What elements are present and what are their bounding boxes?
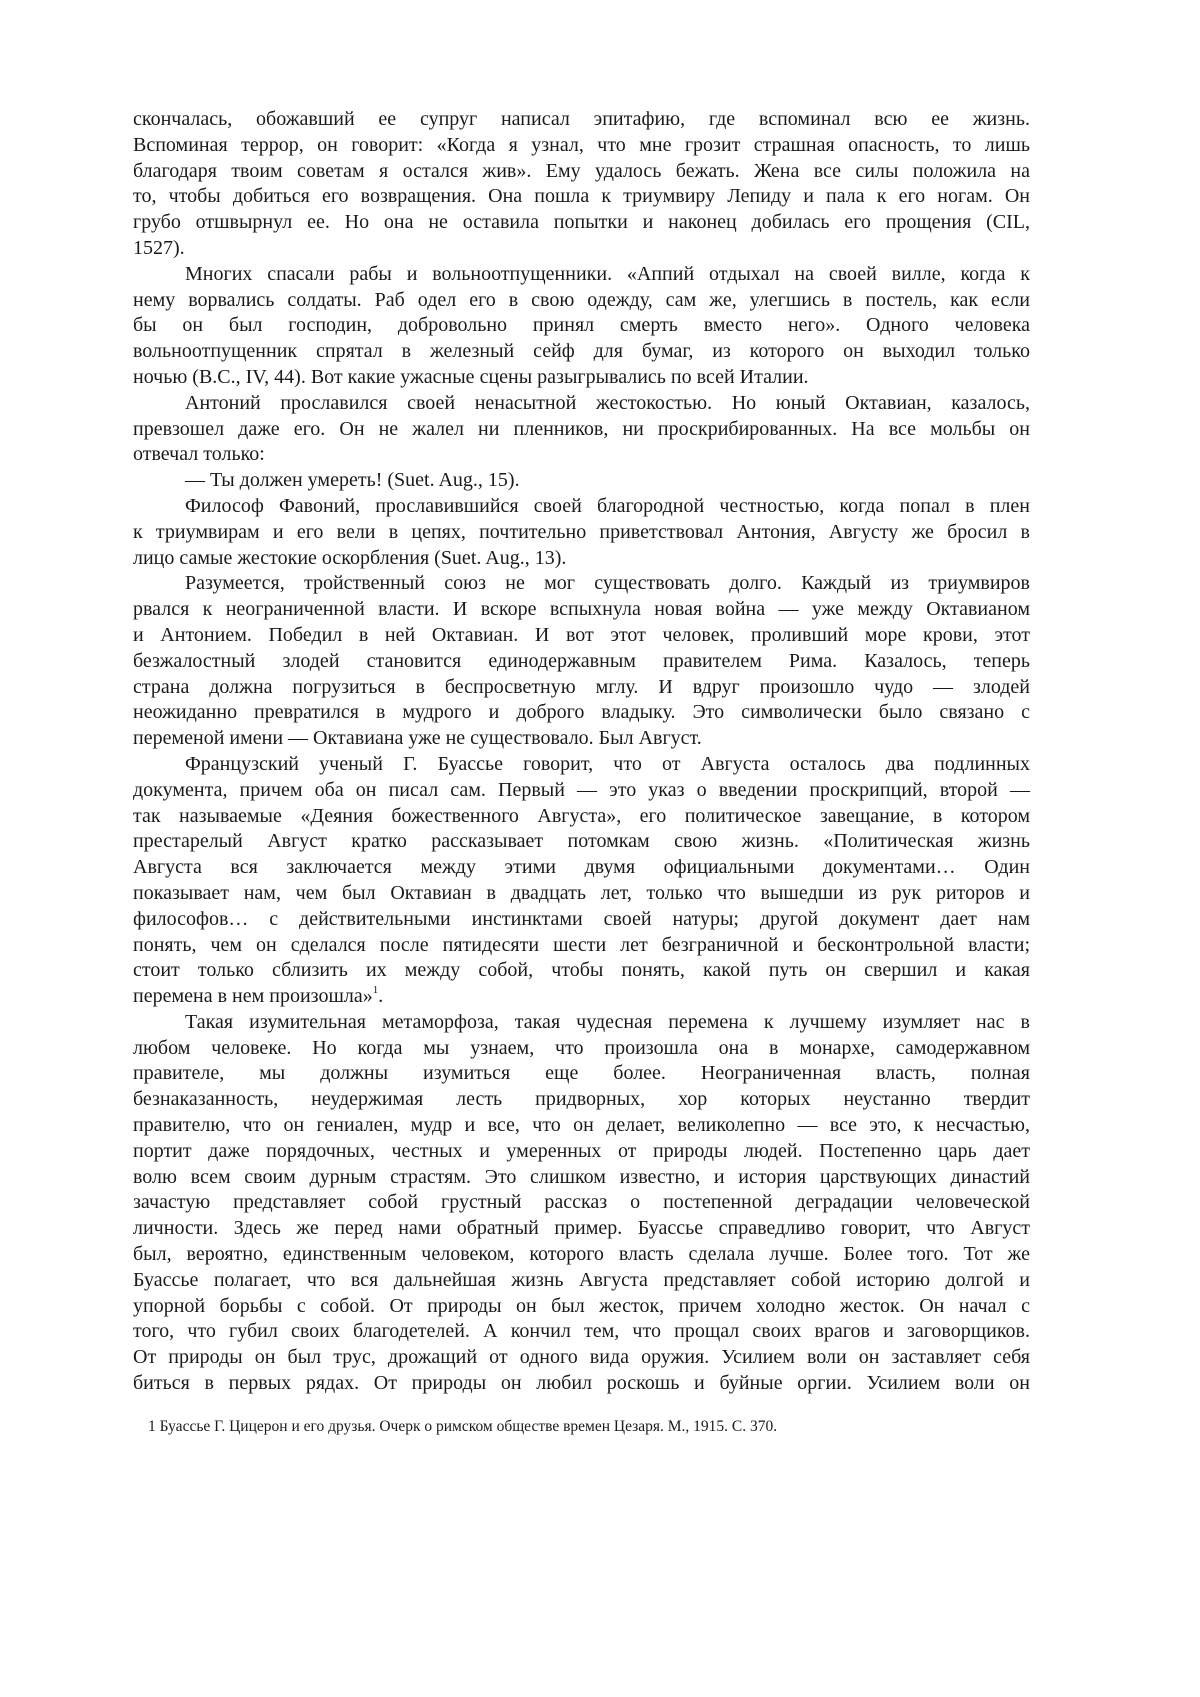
text-line bbox=[133, 1345, 1030, 1371]
footnote: 1 Буассье Г. Цицерон и его друзья. Очерк о римском обществе времен Цезаря. М., 1915. С. 370. bbox=[148, 1418, 777, 1436]
line-text: Такая изумительная метаморфоза, такая чудесная перемена к лучшему изумляет нас в bbox=[185, 1011, 1030, 1033]
line-text: Многих спасали рабы и вольноотпущенники. «Аппий отдыхал на своей вилле, когда к bbox=[185, 263, 1030, 285]
text-line bbox=[133, 984, 1030, 1010]
line-text: зачастую представляет собой грустный рассказ о постепенной деградации человеческой bbox=[133, 1191, 1030, 1213]
line-text: так называемые «Деяния божественного Августа», его политическое завещание, в котором bbox=[133, 805, 1030, 827]
line-text: вольноотпущенник спрятал в железный сейф для бумаг, из которого он выходил только bbox=[133, 340, 1030, 362]
paragraph bbox=[133, 391, 1030, 468]
line-text: грубо отшвырнул ее. Но она не оставила попытки и наконец добилась его прощения (CIL, bbox=[133, 211, 1030, 233]
line-text: ночью (B.C., IV, 44). Вот какие ужасные сцены разыгрывались по всей Италии. bbox=[133, 366, 809, 388]
text-line bbox=[133, 1190, 1030, 1216]
line-text: понять, чем он сделался после пятидесяти шести лет безграничной и бесконтрольной власти; bbox=[133, 934, 1030, 956]
text-line bbox=[133, 1165, 1030, 1191]
line-text: любом человеке. Но когда мы узнаем, что произошла она в монархе, самодержавном bbox=[133, 1037, 1030, 1059]
text-line bbox=[133, 1061, 1030, 1087]
text-line bbox=[133, 752, 1030, 778]
line-text: — Ты должен умереть! (Suet. Aug., 15). bbox=[185, 469, 520, 491]
paragraph bbox=[133, 262, 1030, 391]
line-text: к триумвирам и его вели в цепях, почтительно приветствовал Антония, Августу же бросил в bbox=[133, 521, 1030, 543]
text-line bbox=[133, 1139, 1030, 1165]
line-text: и Антонием. Победил в ней Октавиан. И вот этот человек, проливший море крови, этот bbox=[133, 624, 1030, 646]
line-text: правителе, мы должны изумиться еще более. Неограниченная власть, полная bbox=[133, 1062, 1030, 1084]
line-text: скончалась, обожавший ее супруг написал эпитафию, где вспоминал всю ее жизнь. bbox=[133, 108, 1030, 130]
line-text: переменой имени — Октавиана уже не существовало. Был Август. bbox=[133, 727, 702, 749]
line-text: нему ворвались солдаты. Раб одел его в свою одежду, сам же, улегшись в постель, как если bbox=[133, 289, 1030, 311]
line-text: неожиданно превратился в мудрого и доброго владыку. Это символически было связано с bbox=[133, 701, 1030, 723]
text-line bbox=[133, 1242, 1030, 1268]
document-body bbox=[133, 107, 1030, 1397]
text-line bbox=[133, 675, 1030, 701]
line-text: упорной борьбы с собой. От природы он был жесток, причем холодно жесток. Он начал с bbox=[133, 1295, 1030, 1317]
line-text: От природы он был трус, дрожащий от одного вида оружия. Усилием воли он заставляет себя bbox=[133, 1346, 1030, 1368]
text-line bbox=[133, 726, 1030, 752]
text-line bbox=[133, 468, 1030, 494]
line-text: отвечал только: bbox=[133, 443, 265, 465]
text-line bbox=[133, 159, 1030, 185]
line-text: лицо самые жестокие оскорбления (Suet. Aug., 13). bbox=[133, 547, 566, 569]
text-line bbox=[133, 417, 1030, 443]
text-line bbox=[133, 958, 1030, 984]
line-text: правителю, что он гениален, мудр и все, что он делает, великолепно — все это, к несчастью, bbox=[133, 1114, 1030, 1136]
paragraph bbox=[133, 107, 1030, 262]
text-line bbox=[133, 339, 1030, 365]
paragraph bbox=[133, 494, 1030, 571]
line-text: престарелый Август кратко рассказывает потомкам свою жизнь. «Политическая жизнь bbox=[133, 830, 1030, 852]
text-line bbox=[133, 391, 1030, 417]
line-text: то, чтобы добиться его возвращения. Она пошла к триумвиру Лепиду и пала к его ногам. Он bbox=[133, 185, 1030, 207]
line-text: благодаря твоим советам я остался жив». Ему удалось бежать. Жена все силы положила на bbox=[133, 160, 1030, 182]
paragraph bbox=[133, 1010, 1030, 1397]
text-line bbox=[133, 933, 1030, 959]
text-line bbox=[133, 1268, 1030, 1294]
text-line bbox=[133, 1319, 1030, 1345]
line-text: портит даже порядочных, честных и умеренных от природы людей. Постепенно царь дает bbox=[133, 1140, 1030, 1162]
text-line bbox=[133, 1010, 1030, 1036]
line-text: Вспоминая террор, он говорит: «Когда я узнал, что мне грозит страшная опасность, то лишь bbox=[133, 134, 1030, 156]
text-line bbox=[133, 107, 1030, 133]
text-line bbox=[133, 184, 1030, 210]
text-line bbox=[133, 778, 1030, 804]
text-line bbox=[133, 494, 1030, 520]
line-text: Философ Фавоний, прославившийся своей благородной честностью, когда попал в плен bbox=[185, 495, 1030, 517]
text-line bbox=[133, 133, 1030, 159]
text-line bbox=[133, 262, 1030, 288]
line-text: 1527). bbox=[133, 237, 185, 259]
text-line bbox=[133, 649, 1030, 675]
line-text: бы он был господин, добровольно принял смерть вместо него». Одного человека bbox=[133, 314, 1030, 336]
line-text: стоит только сблизить их между собой, чтобы понять, какой путь он свершил и какая bbox=[133, 959, 1030, 981]
text-line bbox=[133, 1036, 1030, 1062]
punctuation: . bbox=[378, 985, 383, 1007]
text-line bbox=[133, 365, 1030, 391]
line-text: того, что губил своих благодетелей. А кончил тем, что прощал своих врагов и заговорщиков. bbox=[133, 1320, 1030, 1342]
line-text: безжалостный злодей становится единодержавным правителем Рима. Казалось, теперь bbox=[133, 650, 1030, 672]
line-text: Августа вся заключается между этими двумя официальными документами… Один bbox=[133, 856, 1030, 878]
text-line bbox=[133, 1087, 1030, 1113]
line-text: безнаказанность, неудержимая лесть придворных, хор которых неустанно твердит bbox=[133, 1088, 1030, 1110]
paragraph bbox=[133, 468, 1030, 494]
line-text: рвался к неограниченной власти. И вскоре вспыхнула новая война — уже между Октавианом bbox=[133, 598, 1030, 620]
line-text: Антоний прославился своей ненасытной жестокостью. Но юный Октавиан, казалось, bbox=[185, 392, 1030, 414]
text-line bbox=[133, 597, 1030, 623]
footnote-reference[interactable]: 1 bbox=[373, 984, 379, 996]
text-line bbox=[133, 442, 1030, 468]
line-text: Французский ученый Г. Буассье говорит, что от Августа осталось два подлинных bbox=[185, 753, 1030, 775]
line-text: страна должна погрузиться в беспросветную мглу. И вдруг произошло чудо — злодей bbox=[133, 676, 1030, 698]
text-line bbox=[133, 236, 1030, 262]
text-line bbox=[133, 1371, 1030, 1397]
line-text: личности. Здесь же перед нами обратный пример. Буассье справедливо говорит, что Август bbox=[133, 1217, 1030, 1239]
text-line bbox=[133, 1113, 1030, 1139]
text-line bbox=[133, 1216, 1030, 1242]
text-line bbox=[133, 700, 1030, 726]
text-line bbox=[133, 313, 1030, 339]
text-line bbox=[133, 1294, 1030, 1320]
line-text: Буассье полагает, что вся дальнейшая жизнь Августа представляет собой историю долгой и bbox=[133, 1269, 1030, 1291]
text-line bbox=[133, 288, 1030, 314]
line-text: документа, причем оба он писал сам. Первый — это указ о введении проскрипций, второй — bbox=[133, 779, 1030, 801]
text-line bbox=[133, 855, 1030, 881]
text-line bbox=[133, 804, 1030, 830]
line-text: волю всем своим дурным страстям. Это слишком известно, и история царствующих династий bbox=[133, 1166, 1030, 1188]
text-line bbox=[133, 829, 1030, 855]
text-line bbox=[133, 210, 1030, 236]
line-text: был, вероятно, единственным человеком, которого власть сделала лучше. Более того. Тот же bbox=[133, 1243, 1030, 1265]
text-line bbox=[133, 907, 1030, 933]
line-text: биться в первых рядах. От природы он любил роскошь и буйные оргии. Усилием воли он bbox=[133, 1372, 1030, 1394]
line-text: Разумеется, тройственный союз не мог существовать долго. Каждый из триумвиров bbox=[185, 572, 1030, 594]
text-line bbox=[133, 520, 1030, 546]
line-text: превзошел даже его. Он не жалел ни пленников, ни проскрибированных. На все мольбы он bbox=[133, 418, 1030, 440]
line-text: философов… с действительными инстинктами своей натуры; другой документ дает нам bbox=[133, 908, 1030, 930]
text-line bbox=[133, 881, 1030, 907]
text-line bbox=[133, 623, 1030, 649]
text-line bbox=[133, 571, 1030, 597]
paragraph bbox=[133, 571, 1030, 752]
paragraph bbox=[133, 752, 1030, 1010]
line-text: перемена в нем произошла» bbox=[133, 985, 373, 1007]
text-line bbox=[133, 546, 1030, 572]
line-text: показывает нам, чем был Октавиан в двадцать лет, только что вышедши из рук риторов и bbox=[133, 882, 1030, 904]
